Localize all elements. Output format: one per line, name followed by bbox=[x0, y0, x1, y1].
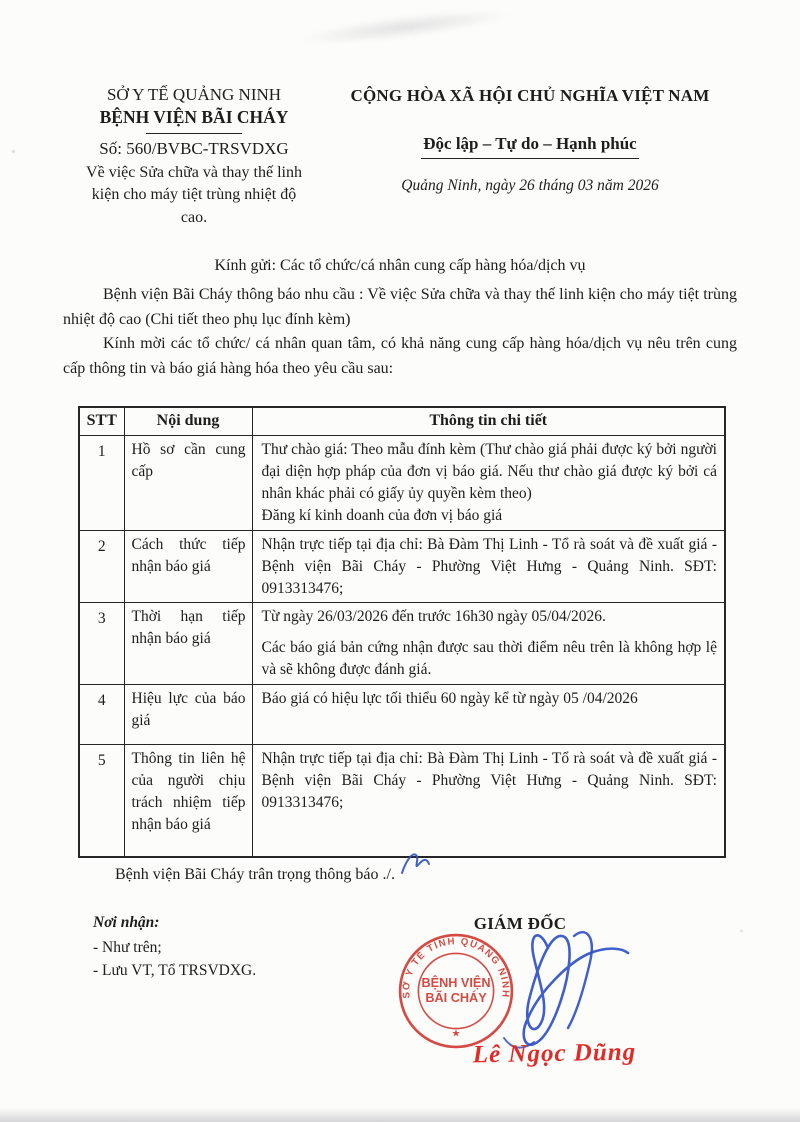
seal-ring-text: SỞ Y TẾ TỈNH QUẢNG NINH bbox=[401, 936, 511, 999]
row1-noi-dung: Hồ sơ cần cung cấp bbox=[124, 435, 252, 530]
national-motto: Độc lập – Tự do – Hạnh phúc bbox=[421, 132, 638, 159]
row4-noi-dung: Hiệu lực của báo giá bbox=[124, 684, 252, 744]
scan-speck bbox=[12, 150, 15, 153]
row1-detail-1: Thư chào giá: Theo mẫu đính kèm (Thư chào giá phải được ký bởi người đại diện hợp pháp của đơn vị báo giá. Nếu thư chào giá được ký bởi cá nhân khác phải có giấy ủy quyền kèm theo) bbox=[261, 440, 717, 502]
row3-detail-1: Từ ngày 26/03/2026 đến trước 16h30 ngày 05/04/2026. bbox=[261, 607, 606, 625]
recipient-item: - Lưu VT, Tổ TRSVDXG. bbox=[93, 961, 257, 979]
row1-detail-2: Đăng kí kinh doanh của đơn vị báo giá bbox=[261, 506, 503, 524]
document-body bbox=[63, 254, 737, 382]
row5-detail-1: Nhận trực tiếp tại địa chỉ: Bà Đàm Thị Linh - Tổ rà soát và đề xuất giá - Bệnh viện Bãi Cháy - Phường Việt Hưng - Quảng Ninh. SĐT: 0913313476; bbox=[261, 749, 717, 811]
table-row bbox=[79, 530, 725, 602]
table-row bbox=[79, 744, 725, 857]
row4-stt: 4 bbox=[79, 684, 124, 744]
doc-subject: Về việc Sửa chữa và thay thế linh kiện cho máy tiệt trùng nhiệt độ cao. bbox=[86, 163, 302, 226]
parent-org-name: SỞ Y TẾ QUẢNG NINH bbox=[106, 85, 282, 104]
signer-title: GIÁM ĐỐC bbox=[473, 914, 567, 933]
row1-stt: 1 bbox=[79, 435, 124, 530]
table-row bbox=[79, 435, 725, 530]
row5-noi-dung: Thông tin liên hệ của người chịu trách nhiệm tiếp nhận báo giá bbox=[124, 744, 252, 857]
row4-chi-tiet bbox=[252, 684, 725, 744]
table-header-row bbox=[79, 407, 725, 435]
quote-requirements-table bbox=[78, 406, 726, 858]
national-header-block bbox=[330, 84, 730, 229]
ink-initials-mark bbox=[397, 849, 433, 884]
row2-detail-1: Nhận trực tiếp tại địa chỉ: Bà Đàm Thị Linh - Tổ rà soát và đề xuất giá - Bệnh viện Bãi Cháy - Phường Việt Hưng - Quảng Ninh. SĐT: 0913313476; bbox=[261, 535, 717, 597]
page-bottom-shadow bbox=[0, 1108, 800, 1122]
row5-stt: 5 bbox=[79, 744, 124, 857]
date-line: Quảng Ninh, ngày 26 tháng 03 năm 2026 bbox=[401, 176, 659, 194]
row3-noi-dung: Thời hạn tiếp nhận báo giá bbox=[124, 602, 252, 684]
seal-org-line1: BỆNH VIỆN bbox=[421, 975, 491, 990]
row3-detail-2: Các báo giá bản cứng nhận được sau thời điểm nêu trên là không hợp lệ và sẽ không được đánh giá. bbox=[261, 638, 717, 678]
body-paragraph-2: Kính mời các tổ chức/ cá nhân quan tâm, có khả năng cung cấp hàng hóa/dịch vụ nêu trên cung cấp thông tin và báo giá hàng hóa theo yêu cầu sau: bbox=[63, 335, 737, 378]
org-name: BỆNH VIỆN BÃI CHÁY bbox=[99, 107, 289, 128]
body-paragraph-1: Bệnh viện Bãi Cháy thông báo nhu cầu : Về việc Sửa chữa và thay thế linh kiện cho máy tiệt trùng nhiệt độ cao (Chi tiết theo phụ lục đính kèm) bbox=[63, 285, 737, 328]
issuer-block bbox=[70, 84, 318, 229]
row2-noi-dung: Cách thức tiếp nhận báo giá bbox=[124, 530, 252, 602]
closing-line: Bệnh viện Bãi Cháy trân trọng thông báo ./. bbox=[115, 866, 395, 884]
col-header-noi-dung: Nội dung bbox=[124, 407, 252, 435]
table-row bbox=[79, 602, 725, 684]
salutation: Kính gửi: Các tổ chức/cá nhân cung cấp hàng hóa/dịch vụ bbox=[214, 257, 586, 274]
quote-table-wrap bbox=[78, 406, 726, 858]
recipient-item: - Như trên; bbox=[93, 939, 162, 957]
national-title: CỘNG HÒA XÃ HỘI CHỦ NGHĨA VIỆT NAM bbox=[350, 86, 710, 105]
closing-line-wrap bbox=[63, 858, 663, 893]
doc-number: Số: 560/BVBC-TRSVDXG bbox=[99, 138, 289, 158]
row3-chi-tiet bbox=[252, 602, 725, 684]
recipients-block bbox=[93, 912, 256, 982]
col-header-stt: STT bbox=[79, 407, 124, 435]
col-header-chi-tiet: Thông tin chi tiết bbox=[252, 407, 725, 435]
row2-chi-tiet bbox=[252, 530, 725, 602]
document-header bbox=[70, 84, 730, 229]
seal-org-line2: BÃI CHÁY bbox=[425, 991, 487, 1006]
recipients-label: Nơi nhận: bbox=[93, 914, 160, 931]
scan-smudge bbox=[294, 3, 515, 52]
table-row bbox=[79, 684, 725, 744]
org-name-underline bbox=[146, 133, 242, 134]
row4-detail-1: Báo giá có hiệu lực tối thiểu 60 ngày kể từ ngày 05 /04/2026 bbox=[261, 689, 638, 707]
row5-chi-tiet bbox=[252, 744, 725, 857]
scan-speck bbox=[740, 930, 743, 932]
seal-star-icon: ★ bbox=[451, 1028, 461, 1040]
row1-chi-tiet bbox=[252, 435, 725, 530]
row3-stt: 3 bbox=[79, 602, 124, 684]
signer-name: Lê Ngọc Dũng bbox=[472, 1038, 637, 1069]
row2-stt: 2 bbox=[79, 530, 124, 602]
